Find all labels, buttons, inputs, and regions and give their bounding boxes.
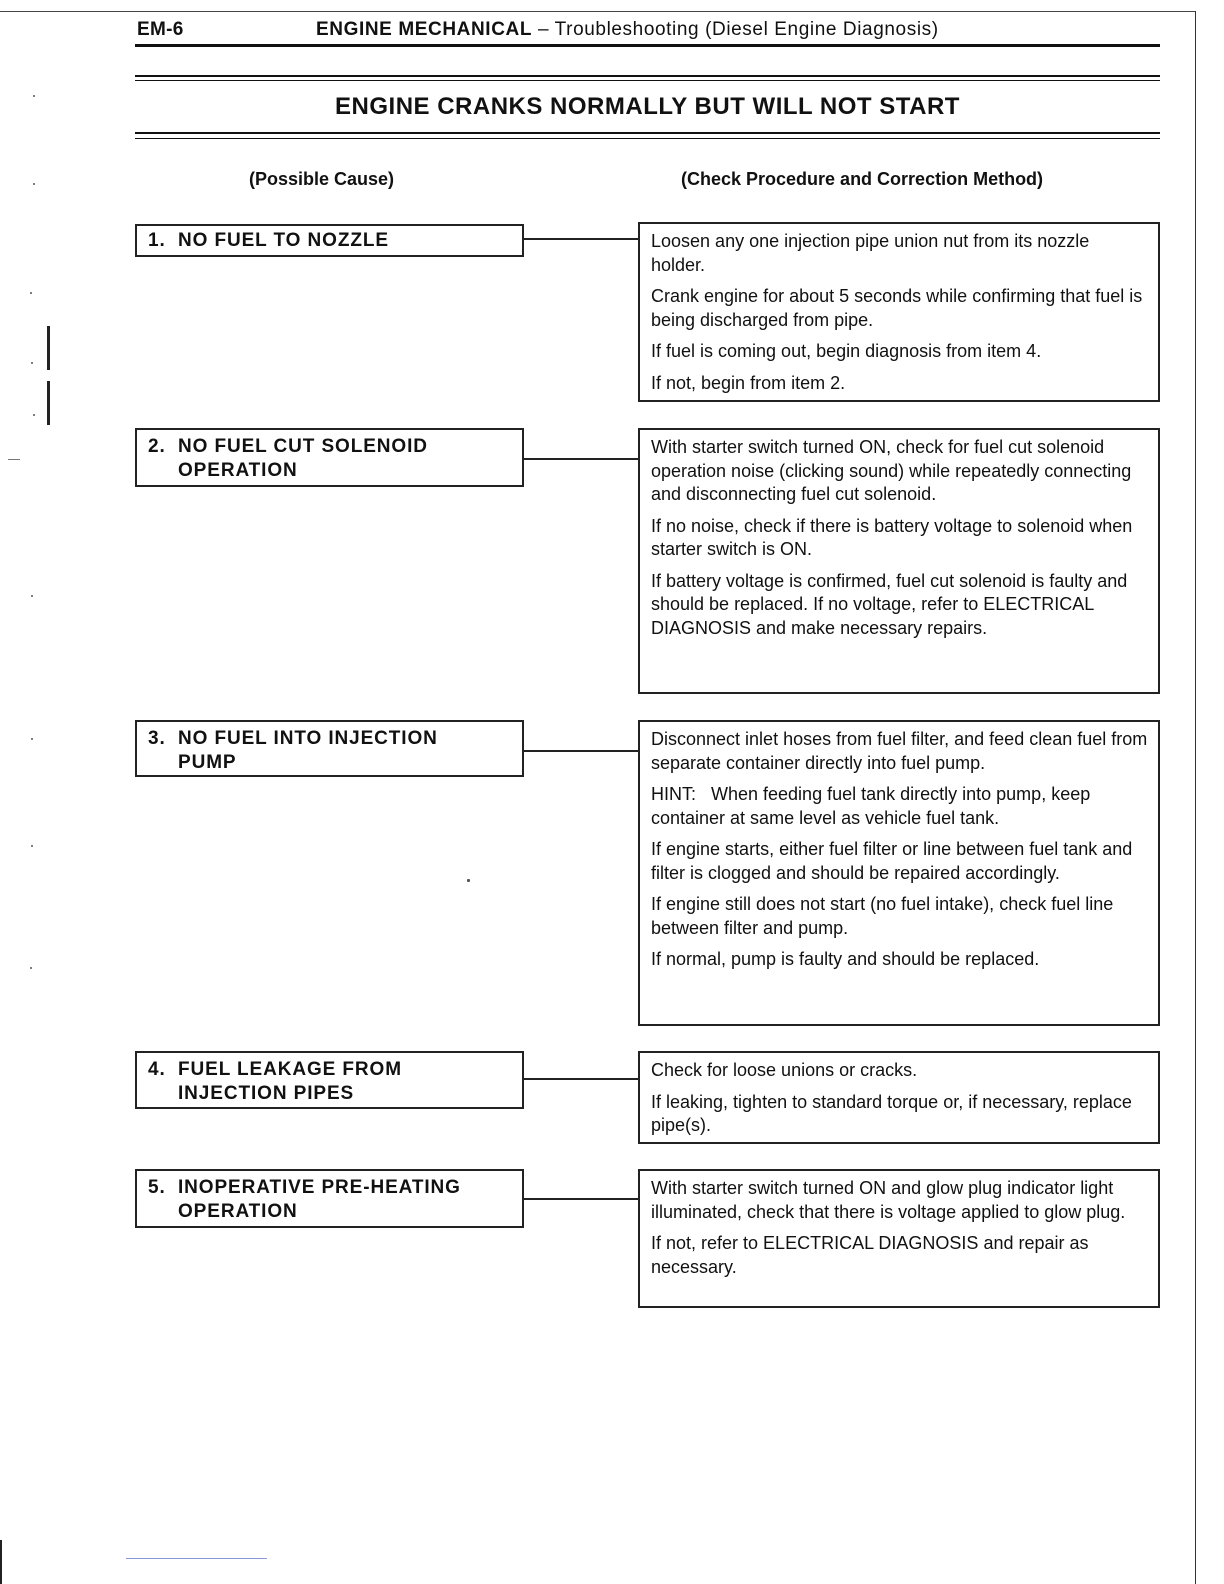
stray-dot (33, 414, 35, 416)
column-heading-procedure: (Check Procedure and Correction Method) (681, 169, 1044, 189)
cause-box-5 (135, 1169, 524, 1228)
procedure-step: If not, refer to ELECTRICAL DIAGNOSIS and repair as necessary. (651, 1233, 1089, 1277)
cause-box-2 (135, 428, 524, 487)
procedure-box-3 (638, 720, 1160, 1026)
stray-dot (31, 362, 33, 364)
header-section: ENGINE MECHANICAL (316, 19, 533, 40)
cause-number: 2. (148, 436, 166, 457)
stray-dot (33, 95, 35, 97)
stray-dot (31, 738, 33, 740)
procedure-step: Disconnect inlet hoses from fuel filter, and feed clean fuel from separate container directly into fuel pump. (651, 729, 1148, 773)
cause-box-4 (135, 1051, 524, 1109)
procedure-box-1 (638, 222, 1160, 402)
procedure-box-2 (638, 428, 1160, 694)
procedure-step: If normal, pump is faulty and should be replaced. (651, 949, 1040, 969)
running-header (316, 19, 939, 41)
procedure-step: If fuel is coming out, begin diagnosis from item 4. (651, 341, 1042, 361)
cause-box-1 (135, 224, 524, 257)
procedure-hint: HINT: When feeding fuel tank directly into pump, keep container at same level as vehicle fuel tank. (651, 784, 1096, 828)
connector-5 (524, 1198, 639, 1200)
footer-link-line (126, 1558, 267, 1559)
procedure-step: If leaking, tighten to standard torque or, if necessary, replace pipe(s). (651, 1091, 1132, 1135)
procedure-step: With starter switch turned ON and glow plug indicator light illuminated, check that there is voltage applied to glow plug. (651, 1178, 1126, 1222)
cause-label: NO FUEL TO NOZZLE (178, 230, 389, 251)
binder-mark (47, 381, 50, 425)
page-right-edge (1195, 11, 1196, 1584)
column-heading-cause: (Possible Cause) (249, 169, 395, 189)
procedure-box-5 (638, 1169, 1160, 1308)
procedure-step: If engine starts, either fuel filter or line between fuel tank and filter is clogged and should be repaired accordingly. (651, 839, 1133, 883)
cause-label-cont: PUMP (178, 752, 237, 773)
title-rule-top-2 (135, 80, 1160, 81)
stray-mark (8, 459, 20, 460)
stray-dot (31, 845, 33, 847)
cause-box-3 (135, 720, 524, 777)
connector-2 (524, 458, 639, 460)
header-rule (135, 44, 1160, 47)
procedure-step: If not, begin from item 2. (651, 372, 846, 393)
procedure-step: Check for loose unions or cracks. (651, 1060, 918, 1080)
stray-dot (31, 595, 33, 597)
procedure-step: If engine still does not start (no fuel intake), check fuel line between filter and pump. (651, 894, 1114, 938)
cause-label: NO FUEL INTO INJECTION (178, 728, 438, 749)
cause-label-cont: OPERATION (178, 460, 298, 481)
connector-1 (524, 238, 639, 240)
title-rule-top-1 (135, 75, 1160, 77)
page-title: ENGINE CRANKS NORMALLY BUT WILL NOT START (335, 93, 960, 120)
procedure-step: If battery voltage is confirmed, fuel cut solenoid is faulty and should be replaced. If no voltage, refer to ELECTRICAL DIAGNOSIS and make necessary repairs. (651, 570, 1128, 638)
stray-dot (33, 183, 35, 185)
binder-mark (0, 1540, 2, 1584)
header-subtitle: – Troubleshooting (Diesel Engine Diagnosis) (537, 19, 939, 40)
page-number: EM-6 (137, 19, 184, 40)
binder-mark (47, 326, 50, 370)
stray-dot (30, 967, 32, 969)
page-top-edge (0, 11, 1196, 12)
cause-label: NO FUEL CUT SOLENOID (178, 436, 428, 457)
cause-label: FUEL LEAKAGE FROM (178, 1059, 402, 1080)
cause-number: 3. (148, 728, 166, 749)
cause-number: 4. (148, 1059, 166, 1080)
procedure-step: Loosen any one injection pipe union nut from its nozzle holder. (651, 231, 1090, 275)
title-rule-bottom-2 (135, 138, 1160, 139)
connector-3 (524, 750, 639, 752)
procedure-box-4 (638, 1051, 1160, 1144)
cause-label-cont: OPERATION (178, 1201, 298, 1222)
procedure-step: With starter switch turned ON, check for fuel cut solenoid operation noise (clicking sound) while repeatedly connecting and disconnecting fuel cut solenoid. (651, 437, 1132, 504)
procedure-step: Crank engine for about 5 seconds while confirming that fuel is being discharged from pipe. (651, 286, 1143, 330)
connector-4 (524, 1078, 639, 1080)
cause-label: INOPERATIVE PRE-HEATING (178, 1177, 461, 1198)
stray-dot (467, 879, 470, 882)
title-rule-bottom-1 (135, 132, 1160, 134)
cause-number: 5. (148, 1177, 166, 1198)
procedure-step: If no noise, check if there is battery voltage to solenoid when starter switch is ON. (651, 515, 1133, 559)
cause-label-cont: INJECTION PIPES (178, 1083, 355, 1104)
cause-number: 1. (148, 230, 166, 251)
stray-dot (30, 292, 32, 294)
